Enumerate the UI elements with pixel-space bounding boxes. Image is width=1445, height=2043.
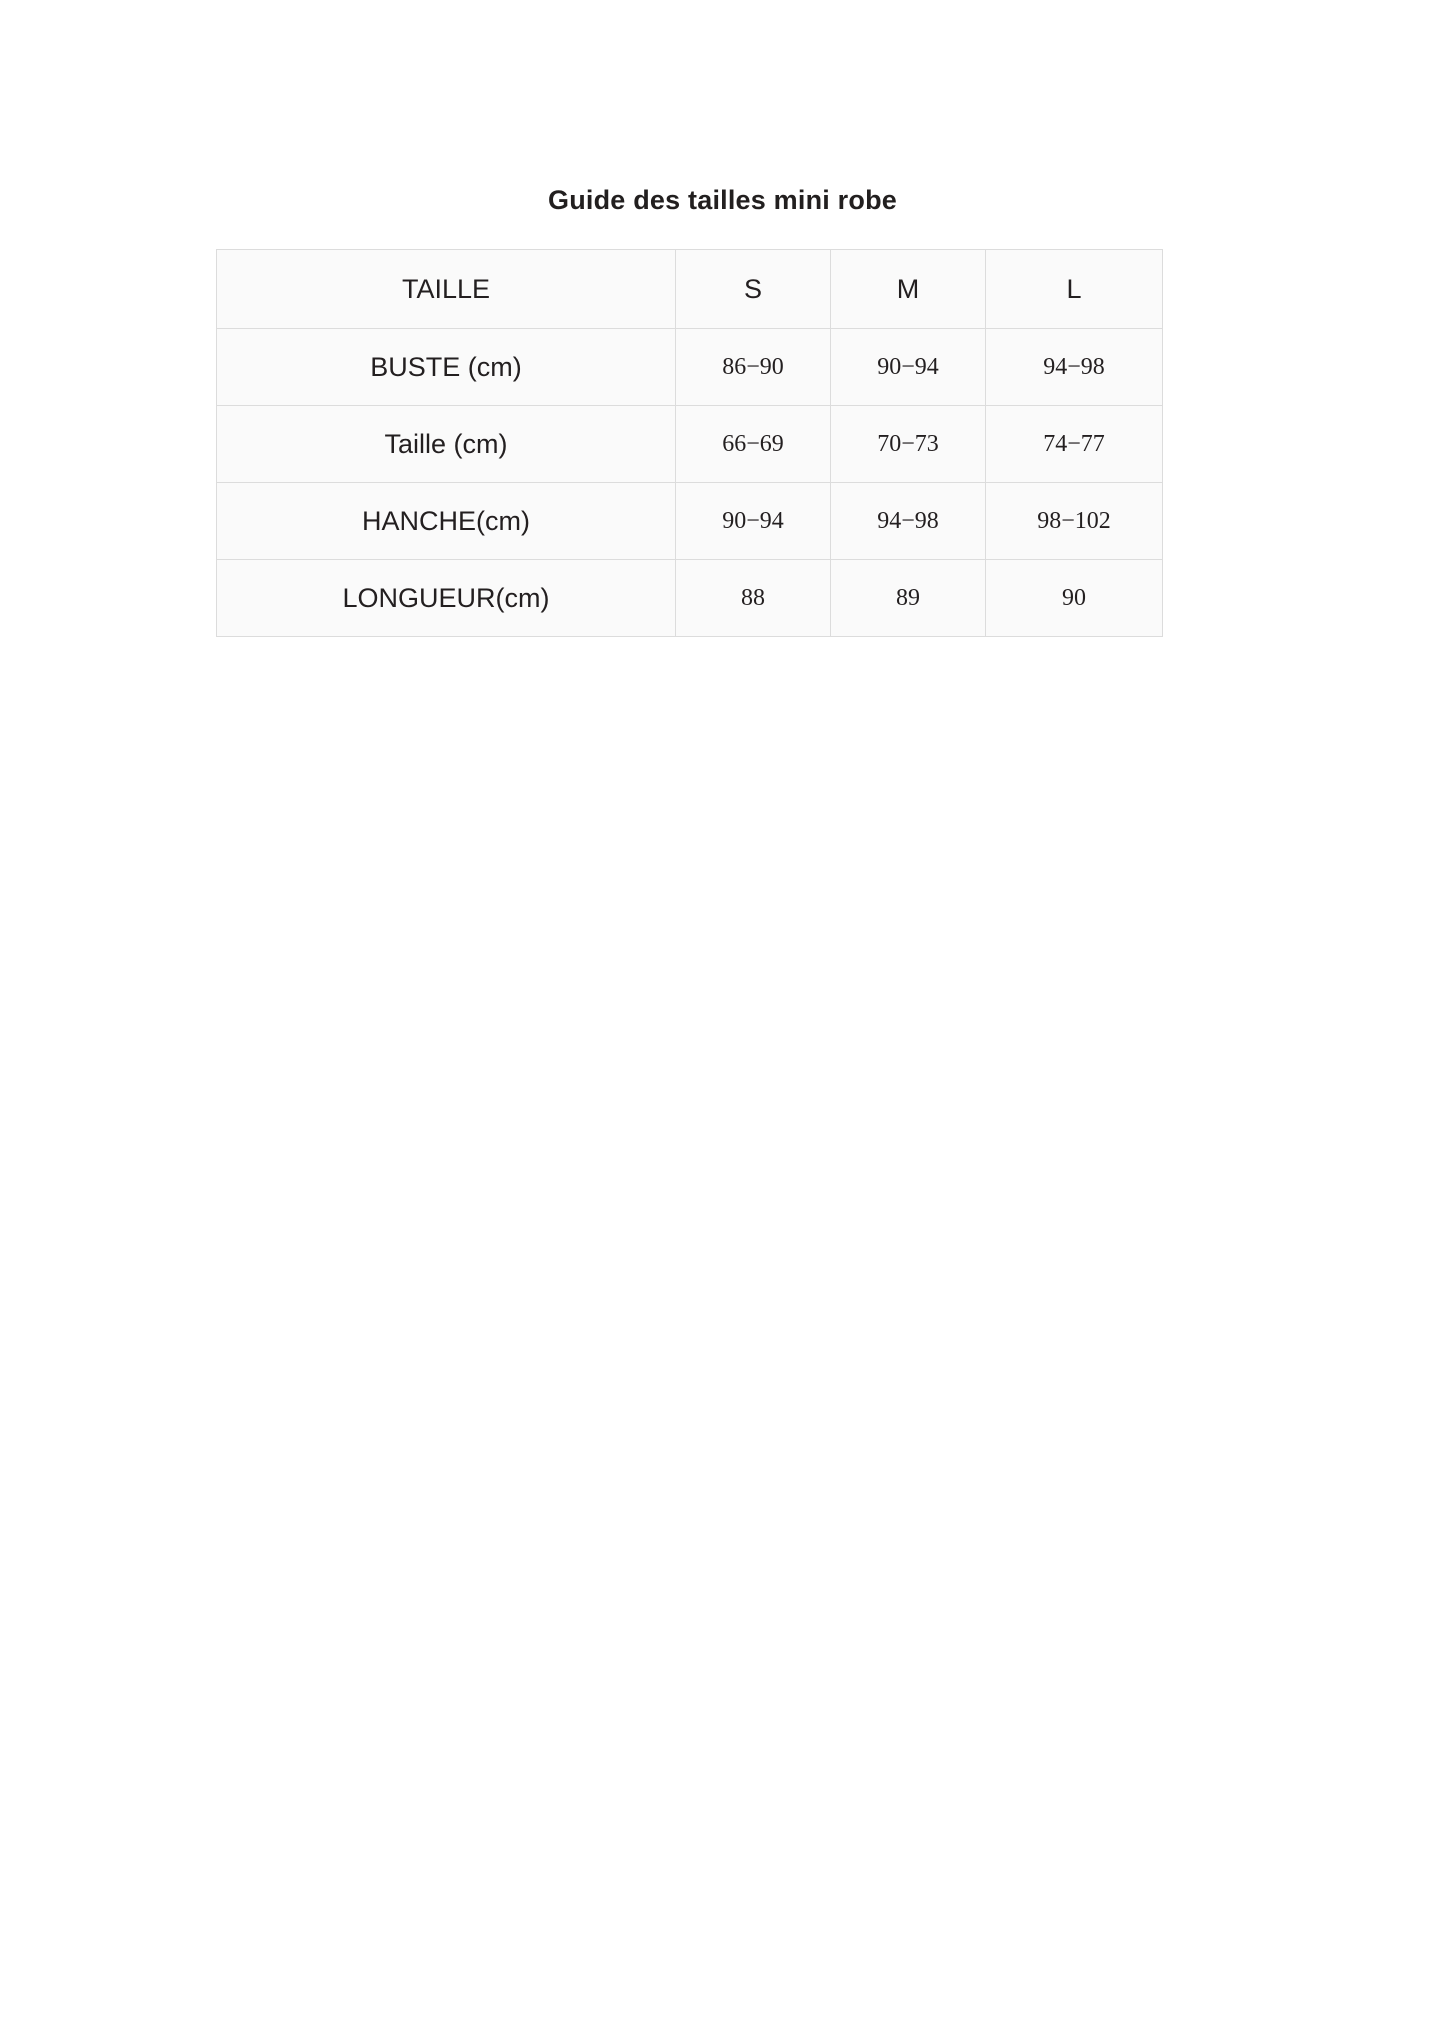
table-row [217, 560, 1163, 637]
cell-longueur-l: 90 [986, 560, 1163, 637]
row-label-taille: Taille (cm) [217, 406, 676, 483]
table-header-row [217, 250, 1163, 329]
cell-buste-l: 94−98 [986, 329, 1163, 406]
cell-taille-s: 66−69 [676, 406, 831, 483]
column-header-s: S [676, 250, 831, 329]
row-label-hanche: HANCHE(cm) [217, 483, 676, 560]
cell-longueur-s: 88 [676, 560, 831, 637]
cell-taille-m: 70−73 [831, 406, 986, 483]
table-row [217, 406, 1163, 483]
table-row [217, 329, 1163, 406]
cell-hanche-l: 98−102 [986, 483, 1163, 560]
cell-longueur-m: 89 [831, 560, 986, 637]
cell-hanche-m: 94−98 [831, 483, 986, 560]
cell-buste-s: 86−90 [676, 329, 831, 406]
cell-hanche-s: 90−94 [676, 483, 831, 560]
page-title: Guide des tailles mini robe [548, 185, 897, 215]
cell-taille-l: 74−77 [986, 406, 1163, 483]
column-header-taille: TAILLE [217, 250, 676, 329]
row-label-longueur: LONGUEUR(cm) [217, 560, 676, 637]
size-guide-table [216, 249, 1163, 637]
column-header-m: M [831, 250, 986, 329]
row-label-buste: BUSTE (cm) [217, 329, 676, 406]
column-header-l: L [986, 250, 1163, 329]
cell-buste-m: 90−94 [831, 329, 986, 406]
table-row [217, 483, 1163, 560]
